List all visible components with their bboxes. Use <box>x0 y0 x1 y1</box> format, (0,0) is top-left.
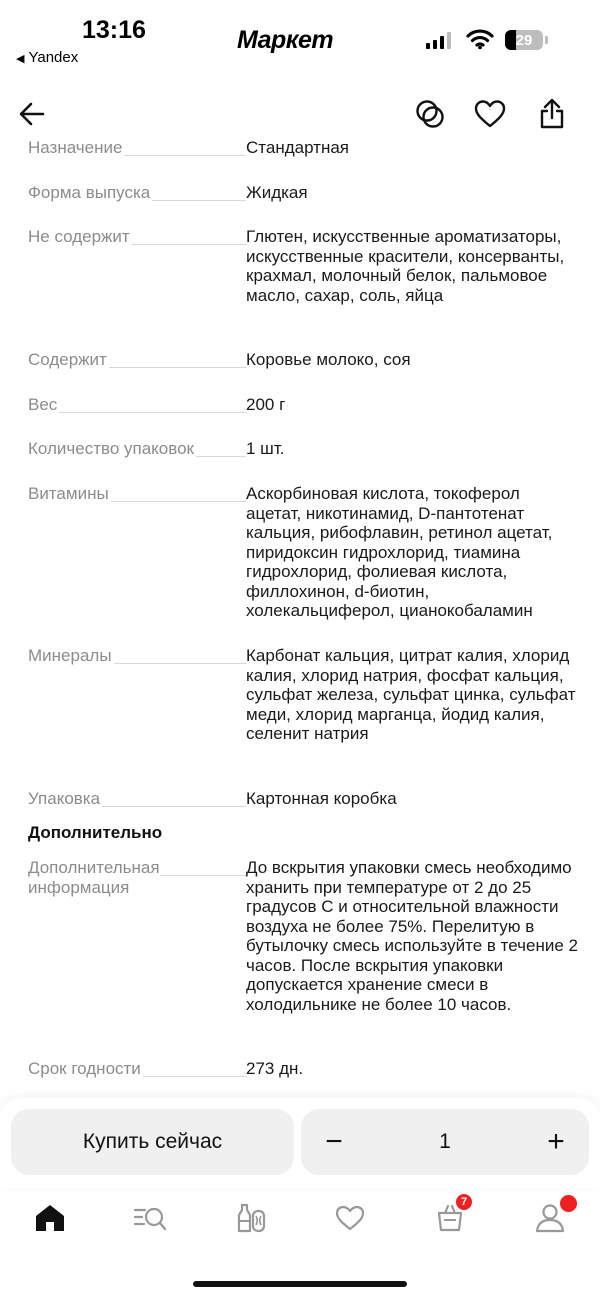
spec-value: 273 дн. <box>246 1059 304 1078</box>
section-title: Дополнительно <box>28 823 163 842</box>
spec-label: Содержит <box>28 350 107 369</box>
spec-row <box>28 484 578 621</box>
tab-cart[interactable] <box>425 1196 475 1240</box>
spec-label: Витамины <box>28 484 109 503</box>
battery-icon <box>505 30 543 50</box>
tab-home[interactable] <box>25 1196 75 1240</box>
share-button[interactable] <box>530 88 574 140</box>
spec-value: Стандартная <box>246 138 350 157</box>
tab-profile[interactable] <box>525 1196 575 1240</box>
spec-value: 200 г <box>246 395 286 414</box>
tab-catalog[interactable] <box>125 1196 175 1240</box>
bottom-tab-bar <box>0 1188 600 1248</box>
spec-value: Жидкая <box>246 183 308 202</box>
spec-value: До вскрытия упаковки смесь необходимо хранить при температуре от 2 до 25 градусов С и относительной влажности воздуха не более 75%. Перелитую в бутылочку смесь используйте в течение 2 часов. После вскрытия упаковки допускается хранение смеси в холодильнике не более 10 часов. <box>246 858 578 1014</box>
back-to-app-link[interactable] <box>16 49 78 66</box>
spec-label: Вес <box>28 395 58 414</box>
spec-value: Коровье молоко, соя <box>246 350 411 369</box>
spec-row <box>28 183 578 203</box>
tab-favorites[interactable] <box>325 1196 375 1240</box>
spec-label: Не содержит <box>28 227 130 246</box>
home-indicator <box>193 1281 407 1287</box>
top-navigation <box>0 88 600 140</box>
spec-value: Карбонат кальция, цитрат калия, хлорид калия, хлорид натрия, фосфат кальция, сульфат железа, сульфат цинка, сульфат меди, хлорид марганца, йодид калия, селенит натрия <box>246 646 576 743</box>
wifi-icon <box>466 28 494 55</box>
tab-products[interactable] <box>225 1196 275 1240</box>
share-icon <box>537 98 567 130</box>
status-time: 13:16 <box>82 16 146 44</box>
decrease-quantity-button[interactable]: − <box>325 1125 343 1158</box>
quantity-stepper <box>301 1109 589 1175</box>
spec-label: Назначение <box>28 138 123 157</box>
spec-label: Форма выпуска <box>28 183 151 202</box>
spec-value: Картонная коробка <box>246 789 397 808</box>
arrow-left-icon <box>18 100 46 128</box>
buy-now-button[interactable]: Купить сейчас <box>11 1109 294 1175</box>
spec-row <box>28 227 578 305</box>
heart-icon <box>334 1204 366 1232</box>
purchase-bar <box>0 1098 600 1188</box>
market-logo: Маркет <box>237 26 334 54</box>
spec-label: Количество упаковок <box>28 439 194 458</box>
compare-icon <box>414 98 446 130</box>
spec-label: Дополнительная информация <box>28 858 160 897</box>
back-button[interactable] <box>10 88 54 140</box>
battery-level: 29 <box>515 31 533 49</box>
cart-count-badge: 7 <box>455 1193 473 1211</box>
back-triangle-icon: ◀ <box>16 53 25 65</box>
spec-value: Глютен, искусственные ароматизаторы, искусственные красители, консерванты, крахмал, молочный белок, пальмовое масло, сахар, соль, яйца <box>246 227 565 305</box>
catalog-search-icon <box>132 1204 168 1232</box>
home-icon <box>33 1203 67 1233</box>
compare-button[interactable] <box>408 88 452 140</box>
spec-row <box>28 439 578 459</box>
spec-row <box>28 646 578 744</box>
spec-row <box>28 1059 578 1079</box>
favorite-button[interactable] <box>468 88 512 140</box>
heart-icon <box>474 99 506 129</box>
bottles-icon <box>232 1203 268 1233</box>
spec-label: Минералы <box>28 646 112 665</box>
profile-notification-dot <box>559 1194 578 1213</box>
cellular-signal-icon <box>426 32 451 49</box>
status-bar <box>0 0 600 80</box>
spec-row <box>28 350 578 370</box>
battery-nub <box>545 36 548 44</box>
spec-row <box>28 858 578 1014</box>
quantity-value: 1 <box>439 1130 451 1153</box>
spec-row <box>28 138 578 158</box>
specifications-list <box>0 136 600 1096</box>
back-app-label: Yandex <box>28 49 79 66</box>
spec-value: 1 шт. <box>246 439 285 458</box>
spec-row <box>28 395 578 415</box>
spec-row <box>28 789 578 809</box>
spec-label: Упаковка <box>28 789 101 808</box>
increase-quantity-button[interactable]: + <box>547 1125 565 1158</box>
spec-label: Срок годности <box>28 1059 141 1078</box>
spec-value: Аскорбиновая кислота, токоферол ацетат, никотинамид, D-пантотенат кальция, рибофлавин, ретинол ацетат, пиридоксин гидрохлорид, тиамина гидрохлорид, фолиевая кислота, филлохинон, d-биотин, холекальциферол, цианокобаламин <box>246 484 553 620</box>
